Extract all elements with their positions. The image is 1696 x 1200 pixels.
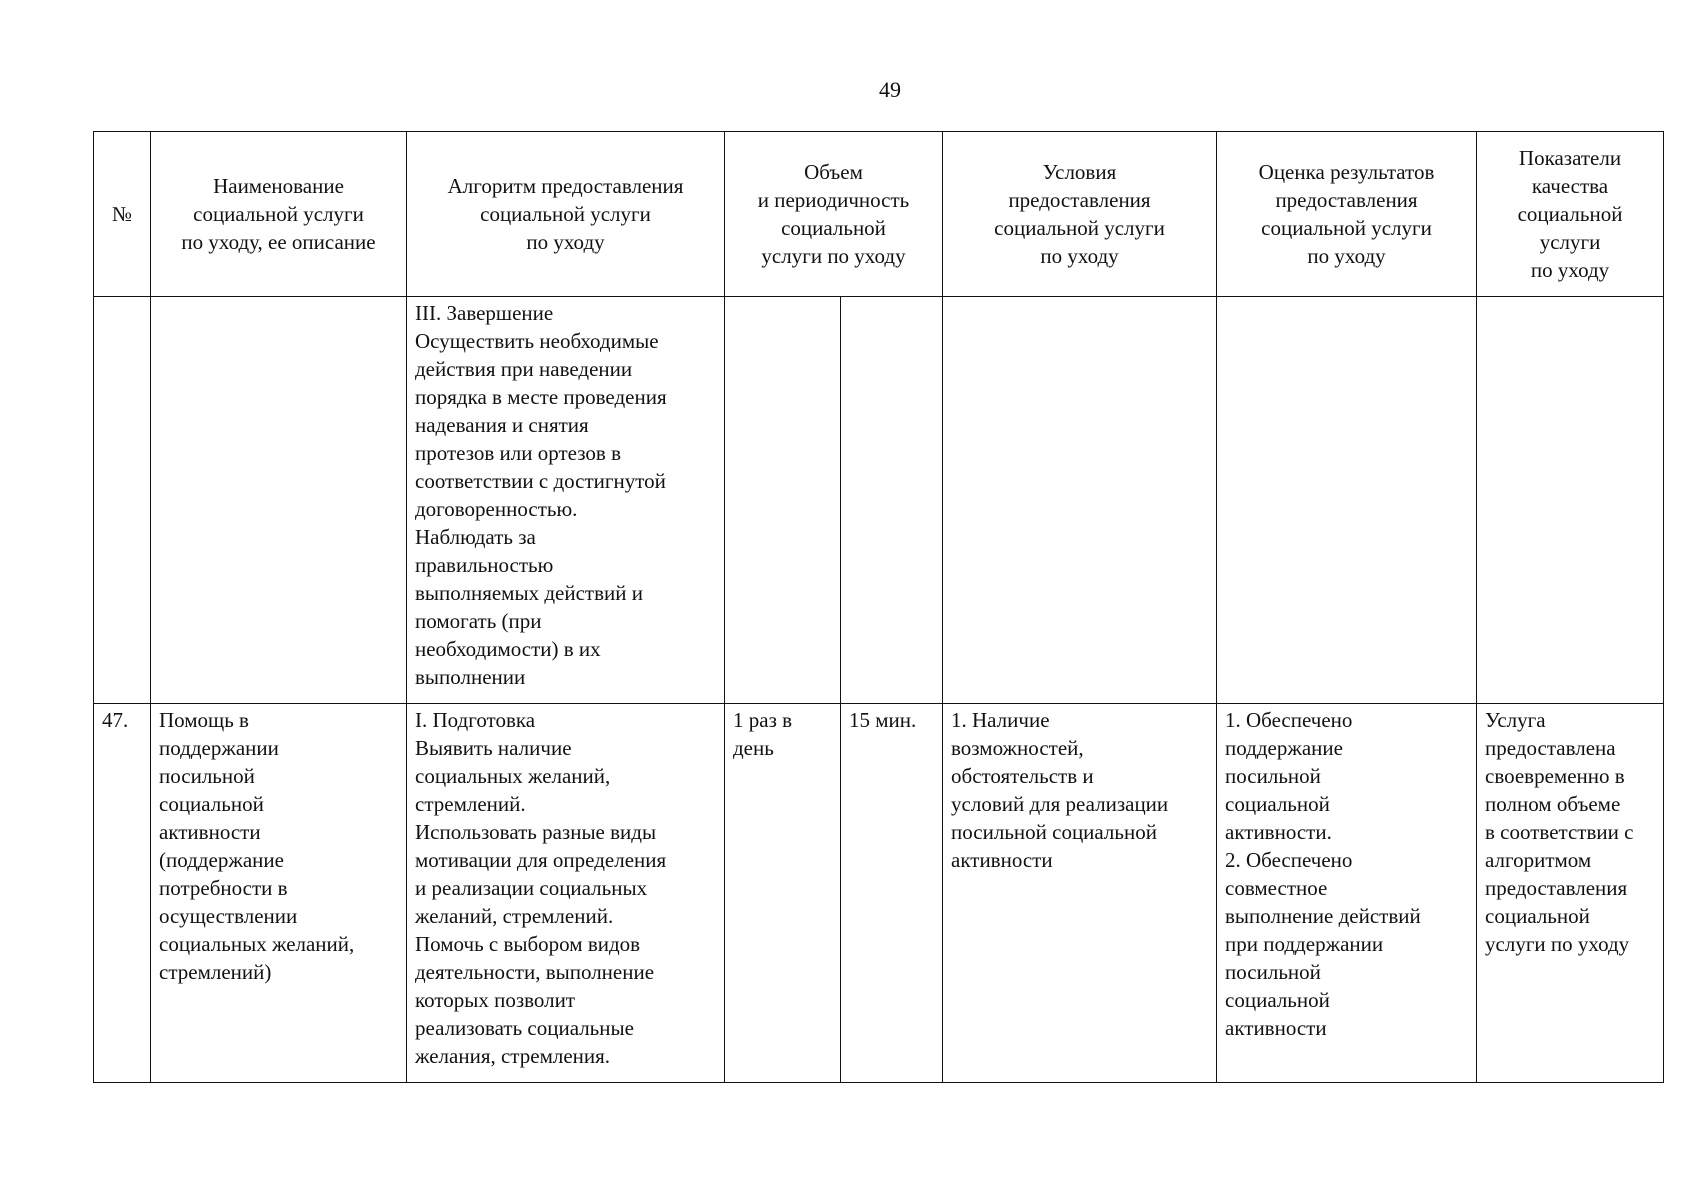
cell-quality: Услуга предоставлена своевременно в полном объеме в соответствии с алгоритмом предоставления социальной услуги по уходу — [1477, 704, 1664, 1083]
header-number: № — [94, 132, 151, 297]
cell-number: 47. — [94, 704, 151, 1083]
page-number: 49 — [879, 77, 901, 102]
table-header-row — [94, 132, 1664, 297]
header-algorithm: Алгоритм предоставления социальной услуги по уходу — [407, 132, 725, 297]
cell-duration: 15 мин. — [841, 704, 943, 1083]
cell-number — [94, 297, 151, 704]
cell-frequency — [725, 297, 841, 704]
cell-algorithm: I. Подготовка Выявить наличие социальных желаний, стремлений. Использовать разные виды мотивации для определения и реализации социальных желаний, стремлений. Помочь с выбором видов деятельности, выполнение которых позволит реализовать социальные желания, стремления. — [407, 704, 725, 1083]
cell-conditions: 1. Наличие возможностей, обстоятельств и условий для реализации посильной социальной активности — [943, 704, 1217, 1083]
cell-frequency: 1 раз в день — [725, 704, 841, 1083]
header-quality: Показатели качества социальной услуги по уходу — [1477, 132, 1664, 297]
header-evaluation: Оценка результатов предоставления социальной услуги по уходу — [1217, 132, 1477, 297]
header-volume-frequency: Объем и периодичность социальной услуги по уходу — [725, 132, 943, 297]
table-row-47 — [94, 704, 1664, 1083]
cell-service-name — [151, 297, 407, 704]
cell-quality — [1477, 297, 1664, 704]
cell-evaluation — [1217, 297, 1477, 704]
social-services-table — [93, 131, 1664, 1083]
cell-service-name: Помощь в поддержании посильной социальной активности (поддержание потребности в осуществлении социальных желаний, стремлений) — [151, 704, 407, 1083]
cell-duration — [841, 297, 943, 704]
table-row-continuation — [94, 297, 1664, 704]
header-service-name: Наименование социальной услуги по уходу, ее описание — [151, 132, 407, 297]
cell-evaluation: 1. Обеспечено поддержание посильной социальной активности. 2. Обеспечено совместное выполнение действий при поддержании посильной социальной активности — [1217, 704, 1477, 1083]
cell-algorithm: III. Завершение Осуществить необходимые действия при наведении порядка в месте проведения надевания и снятия протезов или ортезов в соответствии с достигнутой договоренностью. Наблюдать за правильностью выполняемых действий и помогать (при необходимости) в их выполнении — [407, 297, 725, 704]
header-conditions: Условия предоставления социальной услуги по уходу — [943, 132, 1217, 297]
cell-conditions — [943, 297, 1217, 704]
